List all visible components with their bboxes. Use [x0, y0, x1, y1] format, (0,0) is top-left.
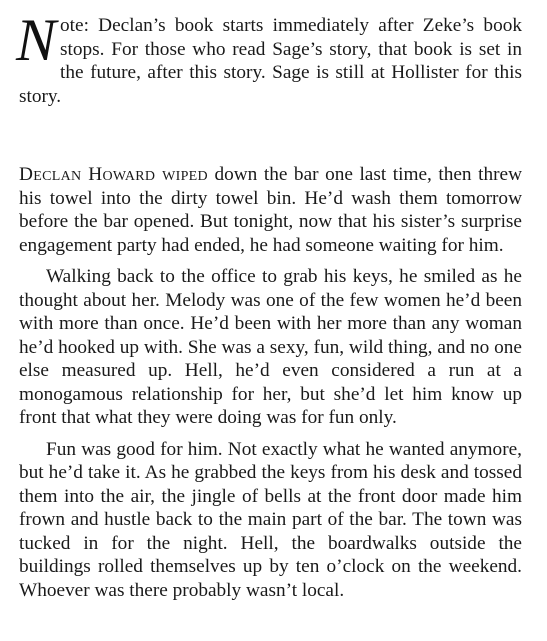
page-content [16, 7, 522, 602]
paragraph-2: Walking back to the office to grab his keys, he smiled as he thought about her. Melody was one of the few women he’d been with more than once. He’d been with her more than any woman he’d hooked up with. She was a sexy, fun, wild thing, and no one else measured up. Hell, he’d even considered a run at a monogamous relationship for her, but she’d let him know up front that what they were doing was for fun only. [19, 266, 522, 428]
drop-cap-letter: N [16, 7, 57, 73]
opening-small-caps: Declan Howard wiped [19, 164, 208, 185]
paragraph-1-text: down the bar one last time, then threw his towel into the dirty towel bin. He’d wash them tomorrow before the bar opened. But tonight, now that his sister’s surprise engagement party had ended, he had someone waiting for him. [19, 164, 522, 256]
author-note-text: ote: Declan’s book starts immediately after Zeke’s book stops. For those who read Sage’s story, that book is set in the future, after this story. Sage is still at Hollister for this story. [19, 15, 522, 107]
paragraph-1 [19, 163, 522, 257]
paragraph-3: Fun was good for him. Not exactly what he wanted anymore, but he’d take it. As he grabbed the keys from his desk and tossed them into the air, the jingle of bells at the front door made him frown and hustle back to the main part of the bar. The town was tucked in for the night. Hell, the boardwalks outside the buildings rolled themselves up by ten o’clock on the weekend. Whoever was there probably wasn’t local. [19, 438, 522, 601]
author-note [16, 7, 522, 108]
